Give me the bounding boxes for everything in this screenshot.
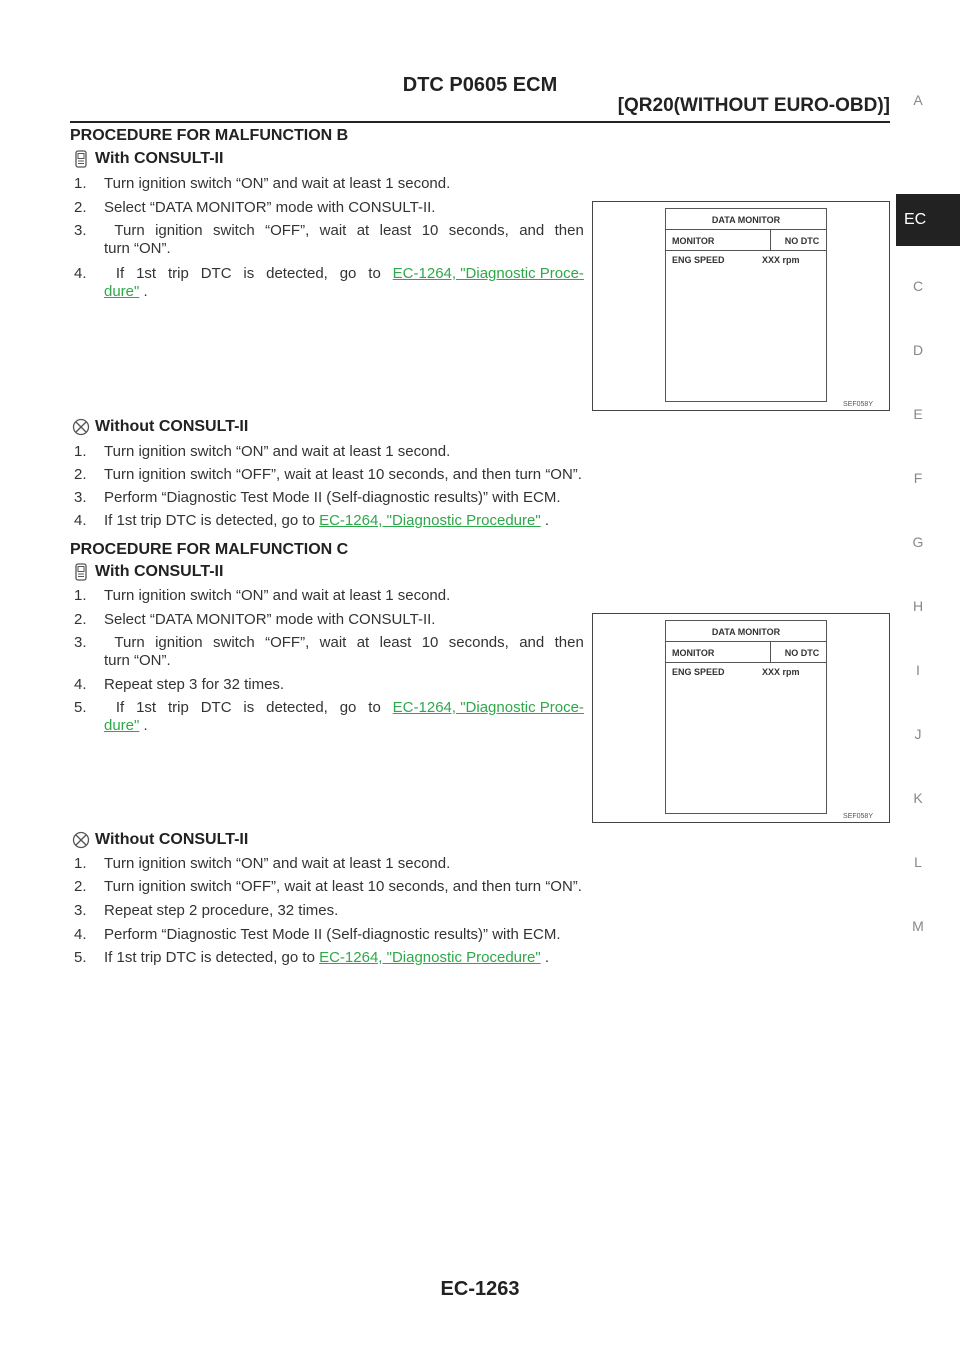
with-consult-heading xyxy=(72,150,223,168)
screen-item-eng-speed: ENG SPEED xyxy=(672,255,725,265)
side-index-g[interactable]: G xyxy=(912,534,924,550)
diagnostic-procedure-link[interactable]: EC-1264, "Diagnostic Procedure" xyxy=(319,949,541,966)
screen-title: DATA MONITOR xyxy=(666,623,826,642)
list-item: 1. Turn ignition switch “ON” and wait at least 1 second. xyxy=(74,855,451,872)
screen-value-rpm: XXX rpm xyxy=(762,667,800,677)
list-item: 3. Turn ignition switch “OFF”, wait at least 10 seconds, and then turn “ON”. xyxy=(74,222,584,257)
side-index-k[interactable]: K xyxy=(913,790,923,806)
consult-ii-icon xyxy=(72,563,90,581)
section-title-malfunction-c: PROCEDURE FOR MALFUNCTION C xyxy=(70,541,349,558)
page-subtitle: [QR20(WITHOUT EURO-OBD)] xyxy=(617,95,890,116)
without-consult-heading xyxy=(72,418,248,436)
list-item: 5. If 1st trip DTC is detected, go to EC-1264, "Diagnostic Proce- dure" . xyxy=(74,699,584,734)
list-item: 3. Perform “Diagnostic Test Mode II (Self-diagnostic results)” with ECM. xyxy=(74,489,561,506)
diagnostic-procedure-link[interactable]: EC-1264, "Diagnostic Proce- xyxy=(392,265,584,282)
without-consult-label: Without CONSULT-II xyxy=(95,418,249,435)
screen-column-monitor: MONITOR xyxy=(672,648,715,658)
side-index-m[interactable]: M xyxy=(912,918,924,934)
side-index-j[interactable]: J xyxy=(914,726,922,742)
side-index-e[interactable]: E xyxy=(913,406,923,422)
with-consult-label: With CONSULT-II xyxy=(95,150,224,167)
screen-divider xyxy=(770,230,771,250)
screen-column-no-dtc: NO DTC xyxy=(784,236,820,246)
list-item: 4. Repeat step 3 for 32 times. xyxy=(74,676,285,693)
with-consult-heading xyxy=(72,563,223,581)
side-index-c[interactable]: C xyxy=(912,278,924,294)
screen-column-monitor: MONITOR xyxy=(672,236,715,246)
screen-divider xyxy=(770,642,771,662)
data-monitor-figure xyxy=(592,613,890,823)
list-item: 2. Turn ignition switch “OFF”, wait at least 10 seconds, and then turn “ON”. xyxy=(74,878,582,895)
without-consult-label: Without CONSULT-II xyxy=(95,831,249,848)
no-consult-icon xyxy=(72,418,90,436)
side-index-h[interactable]: H xyxy=(912,598,924,614)
side-index-i[interactable]: I xyxy=(916,662,920,678)
data-monitor-screen xyxy=(665,620,827,814)
diagnostic-procedure-link-cont[interactable]: dure" xyxy=(104,283,140,300)
list-item: 2. Select “DATA MONITOR” mode with CONSULT-II. xyxy=(74,199,436,216)
with-consult-label: With CONSULT-II xyxy=(95,563,224,580)
section-title-malfunction-b: PROCEDURE FOR MALFUNCTION B xyxy=(70,127,349,144)
list-item: 1. Turn ignition switch “ON” and wait at least 1 second. xyxy=(74,443,451,460)
diagnostic-procedure-link[interactable]: EC-1264, "Diagnostic Proce- xyxy=(392,699,584,716)
without-consult-heading xyxy=(72,831,248,849)
side-index-d[interactable]: D xyxy=(912,342,924,358)
side-index-a[interactable]: A xyxy=(913,92,923,108)
list-item: 3. Repeat step 2 procedure, 32 times. xyxy=(74,902,339,919)
list-item: 4. If 1st trip DTC is detected, go to EC-1264, "Diagnostic Proce- dure" . xyxy=(74,265,584,300)
list-item: 1. Turn ignition switch “ON” and wait at least 1 second. xyxy=(74,175,451,192)
page-number: EC-1263 xyxy=(440,1278,520,1300)
list-item: 4. Perform “Diagnostic Test Mode II (Self-diagnostic results)” with ECM. xyxy=(74,926,561,943)
no-consult-icon xyxy=(72,831,90,849)
screen-value-rpm: XXX rpm xyxy=(762,255,800,265)
list-item: 1. Turn ignition switch “ON” and wait at least 1 second. xyxy=(74,587,451,604)
screen-title: DATA MONITOR xyxy=(666,211,826,230)
side-index-ec-tab[interactable]: EC xyxy=(896,194,960,246)
figure-code: SEF058Y xyxy=(843,401,873,408)
list-item: 2. Turn ignition switch “OFF”, wait at least 10 seconds, and then turn “ON”. xyxy=(74,466,582,483)
page-title: DTC P0605 ECM xyxy=(402,74,558,96)
list-item: 2. Select “DATA MONITOR” mode with CONSULT-II. xyxy=(74,611,436,628)
figure-code: SEF058Y xyxy=(843,813,873,820)
list-item: 5. If 1st trip DTC is detected, go to EC-1264, "Diagnostic Procedure" . xyxy=(74,949,550,966)
screen-column-no-dtc: NO DTC xyxy=(784,648,820,658)
screen-divider xyxy=(666,250,826,251)
data-monitor-figure xyxy=(592,201,890,411)
screen-item-eng-speed: ENG SPEED xyxy=(672,667,725,677)
list-item: 3. Turn ignition switch “OFF”, wait at least 10 seconds, and then turn “ON”. xyxy=(74,634,584,669)
list-item: 4. If 1st trip DTC is detected, go to EC-1264, "Diagnostic Procedure" . xyxy=(74,512,550,529)
consult-ii-icon xyxy=(72,150,90,168)
side-index-l[interactable]: L xyxy=(914,854,922,870)
diagnostic-procedure-link[interactable]: EC-1264, "Diagnostic Procedure" xyxy=(319,512,541,529)
header-rule xyxy=(70,121,890,123)
data-monitor-screen xyxy=(665,208,827,402)
diagnostic-procedure-link-cont[interactable]: dure" xyxy=(104,717,140,734)
side-index-f[interactable]: F xyxy=(913,470,923,486)
screen-divider xyxy=(666,662,826,663)
